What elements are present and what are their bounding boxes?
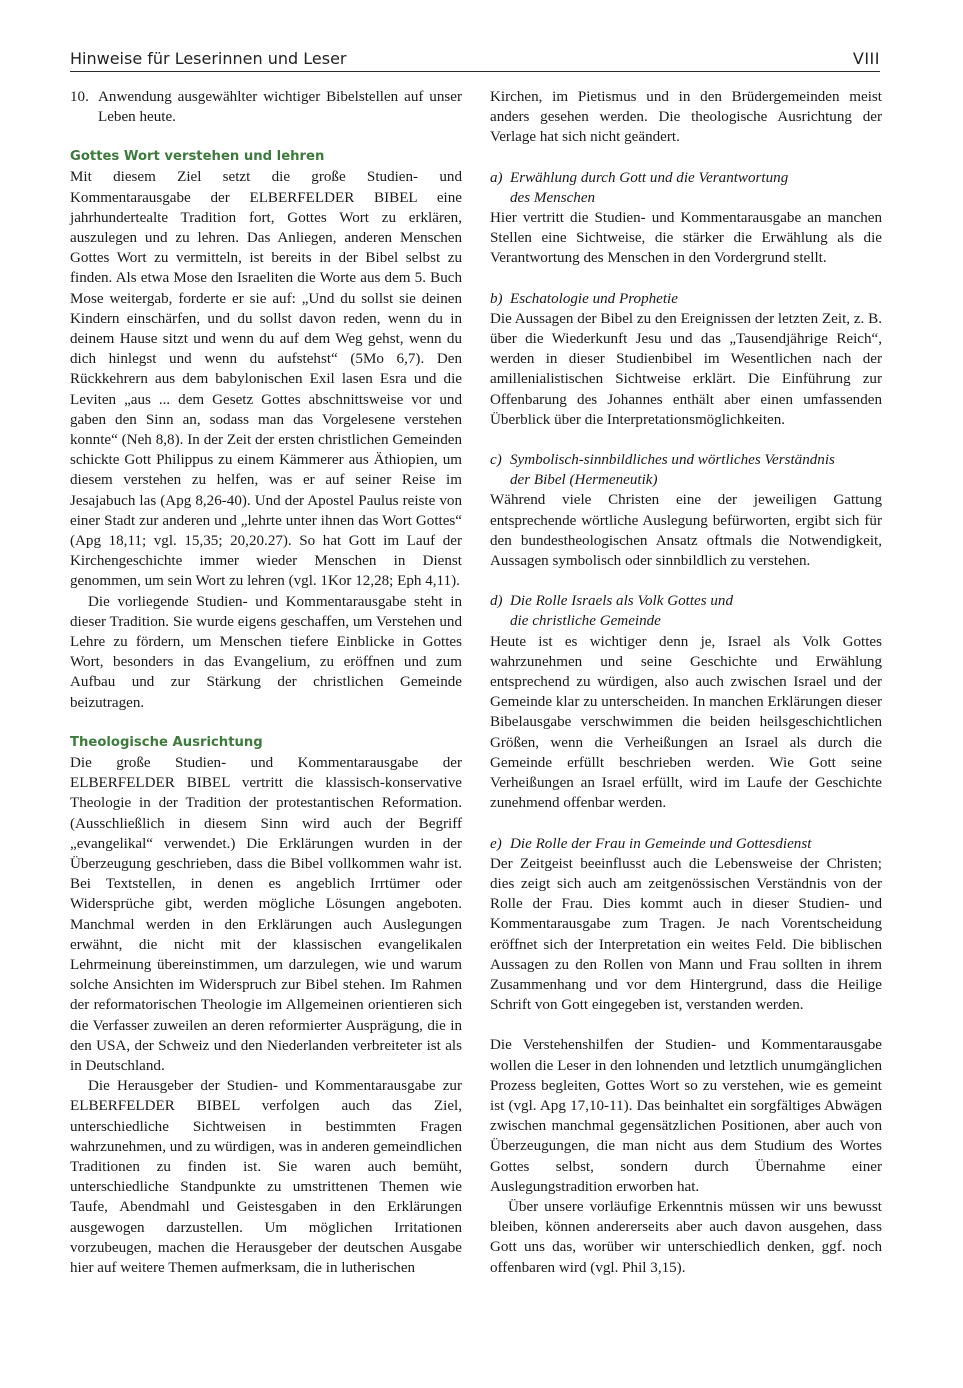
paragraph: Die Aussagen der Bibel zu den Ereignissen der letzten Zeit, z. B. über die Wiederkunft Jesu und das „Tausendjährige Reich“, werden in dieser Studienbibel im Wesentlichen nach der amillenialistischen Sichtweise erklärt. Die Einführung zur Offenbarung des Johannes enthält aber einen umfassenden Überblick über die Interpretationsmöglichkeiten. — [490, 310, 882, 428]
page-number: VIII — [852, 49, 880, 68]
topic-title: Erwählung durch Gott und die Verantwortung — [510, 169, 789, 186]
paragraph: Der Zeitgeist beeinflusst auch die Lebensweise der Christen; dies zeigt sich auch am zeitgenössischen Verständnis von der Rolle der Frau. Dies kommt auch in dieser Studien- und Kommentarausgabe zum Tragen. Je nach Vorentscheidung eröffnet sich der Interpretation ein weites Feld. Die biblischen Aussagen zu den Rollen von Mann und Frau sollten in ihrem Zusammenhang und vor dem Hintergrund, dass die Heilige Schrift von Gott eingegeben ist, verstanden werden. — [490, 855, 882, 1014]
topic-heading — [490, 591, 882, 631]
topic-label: a) — [490, 169, 503, 186]
header-title: Hinweise für Leserinnen und Leser — [70, 49, 347, 68]
list-item-number: 10. — [70, 89, 89, 105]
left-column — [70, 87, 462, 1278]
topic-title: Eschatologie und Prophetie — [510, 290, 678, 307]
topic-label: b) — [490, 290, 503, 307]
topic-title-line2: des Menschen — [510, 189, 596, 206]
section-heading: Gottes Wort verstehen und lehren — [70, 149, 325, 165]
paragraph: Die Herausgeber der Studien- und Kommentarausgabe zur ELBERFELDER BIBEL verfolgen auch das Ziel, unterschiedliche Sichtweisen in bestimmten Fragen wahrzunehmen, und zu würdigen, was in anderen gemeindlichen Traditionen zu finden ist. Sie waren auch bemüht, unterschiedliche Standpunkte zu umstrittenen Themen wie Taufe, Abendmahl und Geistesgaben in den Erklärungen ausgewogen darzustellen. Um möglichen Irritationen vorzubeugen, machen die Herausgeber der deutschen Ausgabe hier auf weitere Themen aufmerksam, die in lutherischen — [70, 1078, 462, 1276]
topic-label: c) — [490, 452, 502, 469]
paragraph: Mit diesem Ziel setzt die große Studien- und Kommentarausgabe der ELBERFELDER BIBEL eine jahrhundertealte Tradition fort, Gottes Wort zu erklären, auszulegen und zu lehren. Das Anliegen, anderen Menschen Gottes Wort zu vermitteln, ist bereits in der Bibel selbst zu finden. Als etwa Mose den Israeliten die Worte aus dem 5. Buch Mose weitergab, forderte er sie auf: „Und du sollst sie deinen Kindern einschärfen, und du sollst davon reden, wenn du in deinem Hause sitzt und wenn du auf dem Weg gehst, wenn du dich hinlegst und wenn du aufstehst“ (5Mo 6,7). Den Rückkehrern aus dem babylonischen Exil lasen Esra und die Leviten „aus ... dem Gesetz Gottes abschnittsweise vor und gaben den Sinn an, sodass man das Vorgelesene verstehen konnte“ (Neh 8,8). In der Zeit der ersten christlichen Gemeinden schickte Gott Philippus zu einem Kämmerer aus Äthiopien, um diesem verstehen zu helfen, was er auf seiner Reise im Jesajabuch las (Apg 8,26-40). Und der Apostel Paulus reiste von einer Stadt zur anderen und „lehrte unter ihnen das Wort Gottes“ (Apg 18,11; vgl. 15,35; 20,20.27). So hat Gott im Lauf der Kirchengeschichte immer wieder Menschen in Dienst genommen, um sein Wort zu lehren (vgl. 1Kor 12,28; Eph 4,11). — [70, 169, 462, 590]
section-heading: Theologische Ausrichtung — [70, 734, 263, 750]
topic-title-line2: die christliche Gemeinde — [510, 613, 661, 630]
running-header — [70, 42, 880, 72]
list-item-text: Anwendung ausgewählter wichtiger Bibelstellen auf unser Leben heute. — [98, 89, 462, 126]
paragraph: Die große Studien- und Kommentarausgabe der ELBERFELDER BIBEL vertritt die klassisch-konservative Theologie in der Tradition der protestantischen Reformation. (Ausschließlich in diesem Sinn wird auch der Begriff „evangelikal“ verwendet.) Die Erklärungen wurden in der Überzeugung geschrieben, dass die Bibel vollkommen wahr ist. Bei Textstellen, in denen es angeblich Irrtümer oder Widersprüche gibt, werden mögliche Lösungen angeboten. Manchmal werden in den Erklärungen auch Auslegungen erwähnt, die nicht mit der klassischen evangelikalen Lehrmeinung übereinstimmen, um darzulegen, wie und warum solche Ansichten im Widerspruch zur Bibel stehen. Im Rahmen der reformatorischen Theologie im Allgemeinen orientieren sich die Verfasser zuweilen an deren reformierter Ausprägung, die in den USA, der Schweiz und den Niederlanden verbreiteter ist als in Deutschland. — [70, 754, 462, 1074]
right-column — [490, 87, 882, 1278]
topic-title: Die Rolle Israels als Volk Gottes und — [510, 593, 734, 610]
topic-title: Symbolisch-sinnbildliches und wörtliches Verständnis — [510, 452, 835, 469]
paragraph: Die Verstehenshilfen der Studien- und Kommentarausgabe wollen die Leser in den lohnenden und letztlich unumgänglichen Prozess begleiten, Gottes Wort so zu verstehen, wie es gemeint ist (vgl. Apg 17,10-11). Das beinhaltet ein sorgfältiges Abwägen zwischen manchmal gegensätzlichen Positionen, aber auch von Überzeugungen, die man nicht aus dem Studium des Wortes Gottes selbst, sondern durch Übernahme einer Auslegungstradition erworben hat. — [490, 1037, 882, 1195]
topic-heading — [490, 168, 882, 208]
topic-label: d) — [490, 593, 503, 610]
paragraph: Kirchen, im Pietismus und in den Brüdergemeinden meist anders gesehen werden. Die theologische Ausrichtung der Verlage hat sich nicht geändert. — [490, 89, 882, 146]
topic-heading — [490, 834, 882, 854]
paragraph: Während viele Christen eine der jeweiligen Gattung entsprechende wörtliche Auslegung befürworten, ergibt sich für den bundestheologischen Ansatz oftmals die Notwendigkeit, Aussagen symbolisch oder sinnbildlich zu verstehen. — [490, 492, 882, 570]
topic-heading — [490, 450, 882, 490]
paragraph: Heute ist es wichtiger denn je, Israel als Volk Gottes wahrzunehmen und seine Geschichte und Erwählung entsprechend zu würdigen, also auch zwischen Israel und der Gemeinde klar zu unterscheiden. In manchen Erklärungen dieser Bibelausgabe verschwimmen die beiden heilsgeschichtlichen Größen, wenn die Verheißungen an Israel als durch die Gemeinde erfüllt beschrieben werden. Wie Gott seine Verheißungen an Israel erfüllt, wird im Laufe der Geschichte zunehmend offenbar werden. — [490, 633, 882, 812]
topic-title: Die Rolle der Frau in Gemeinde und Gottesdienst — [510, 835, 812, 852]
topic-label: e) — [490, 835, 502, 852]
paragraph: Die vorliegende Studien- und Kommentarausgabe steht in dieser Tradition. Sie wurde eigens geschaffen, um Verstehen und Lehre zu fördern, um Menschen tiefere Einblicke in Gottes Wort, besonders in das Evangelium, zu eröffnen und zum Aufbau und zur Stärkung der christlichen Gemeinde beizutragen. — [70, 593, 462, 711]
topic-title-line2: der Bibel (Hermeneutik) — [510, 472, 658, 489]
paragraph: Über unsere vorläufige Erkenntnis müssen wir uns bewusst bleiben, können andererseits aber auch davon ausgehen, dass Gott uns das, worüber wir unterschiedlich denken, ggf. noch offenbaren wird (vgl. Phil 3,15). — [490, 1198, 882, 1276]
spacer — [490, 1015, 882, 1035]
list-item — [70, 87, 462, 127]
paragraph: Hier vertritt die Studien- und Kommentarausgabe an manchen Stellen eine Sichtweise, die stärker die Erwählung als die Verantwortung des Menschen in den Vordergrund stellt. — [490, 210, 882, 267]
topic-heading — [490, 289, 882, 309]
